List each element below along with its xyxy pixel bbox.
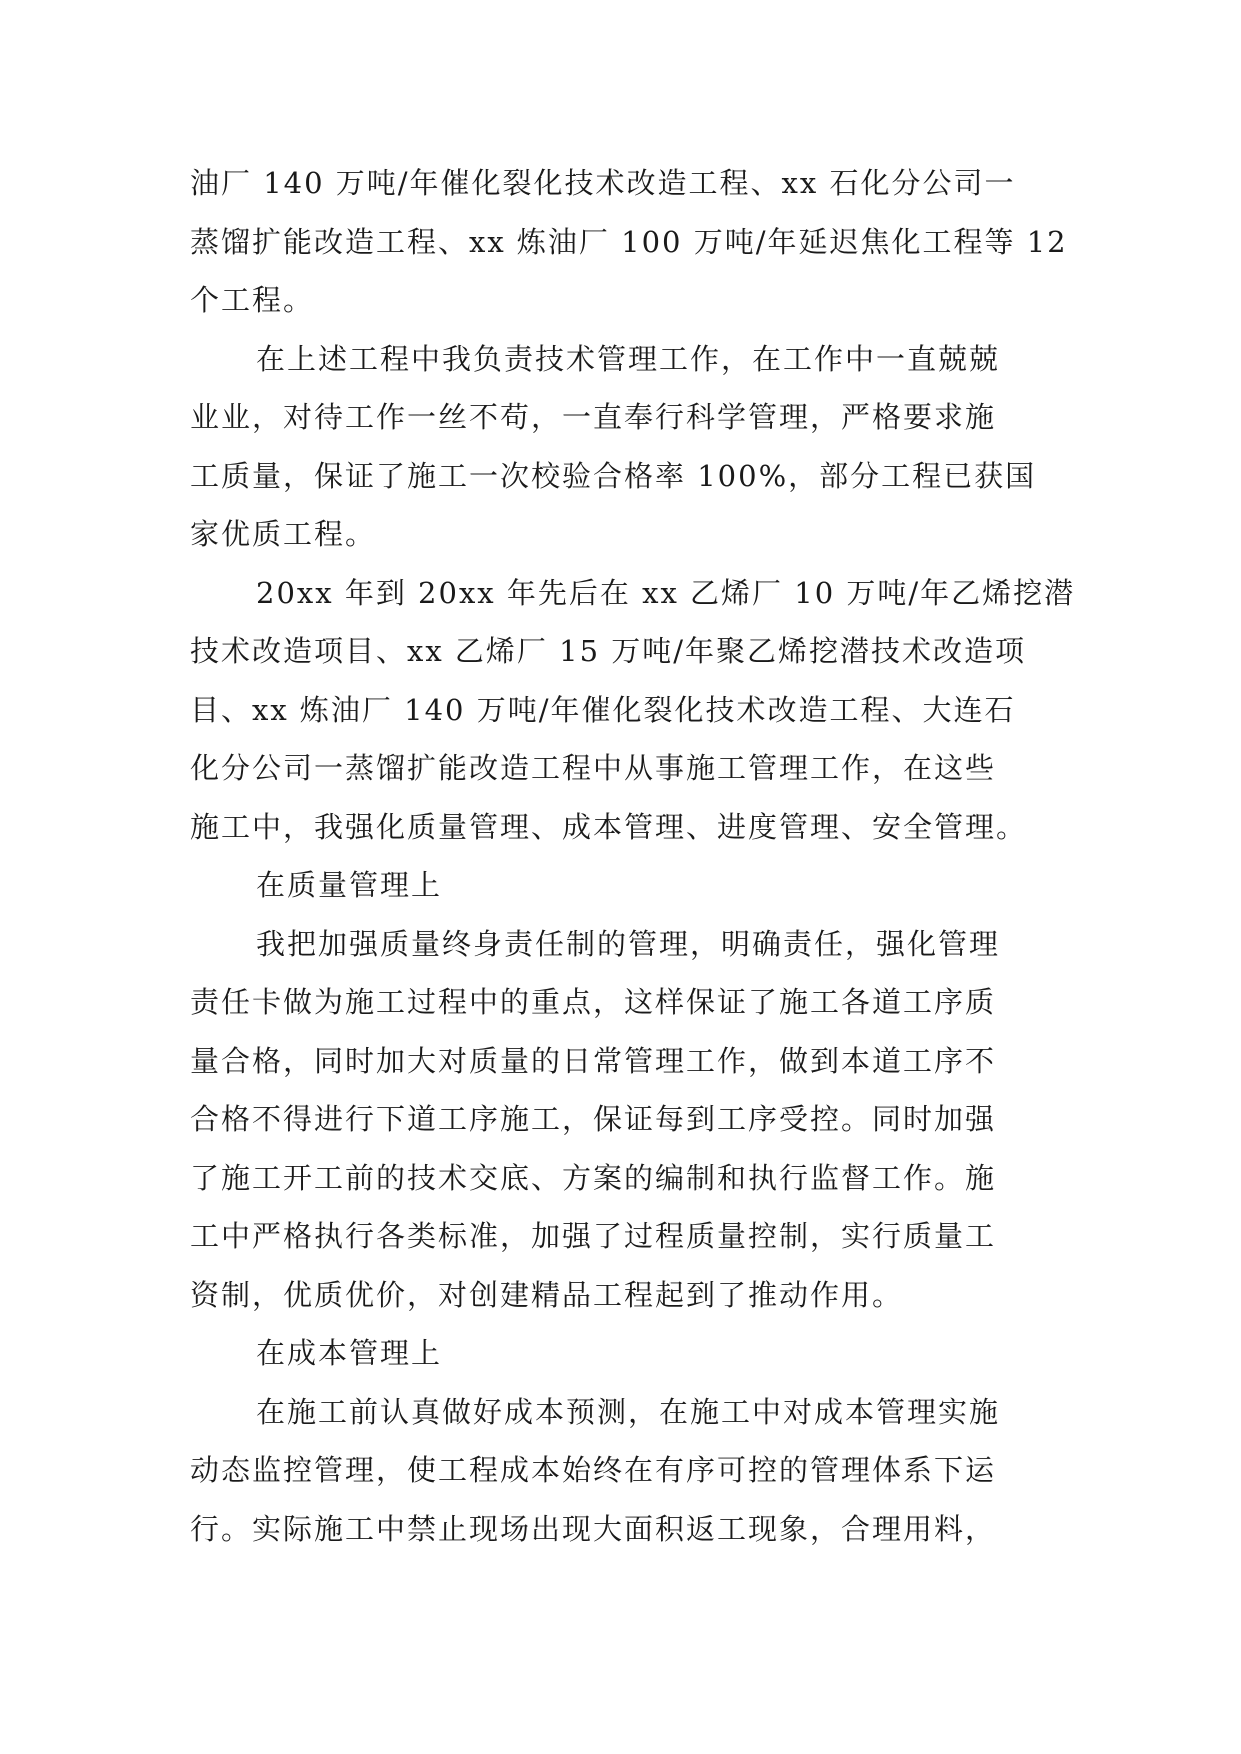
text-line: 施工中，我强化质量管理、成本管理、进度管理、安全管理。	[190, 809, 1028, 844]
text-line: 合格不得进行下道工序施工，保证每到工序受控。同时加强	[190, 1102, 997, 1136]
text-line: 化分公司一蒸馏扩能改造工程中从事施工管理工作，在这些	[190, 751, 997, 785]
text-line: 个工程。	[190, 283, 315, 317]
text-line: 工质量，保证了施工一次校验合格率 100%，部分工程已获国	[190, 458, 1037, 493]
text-line: 在上述工程中我负责技术管理工作，在工作中一直兢兢	[256, 341, 1001, 376]
text-line: 20xx 年到 20xx 年先后在 xx 乙烯厂 10 万吨/年乙烯挖潜	[256, 575, 1076, 610]
text-line: 资制，优质优价，对创建精品工程起到了推动作用。	[190, 1277, 904, 1312]
text-line: 业业，对待工作一丝不苟，一直奉行科学管理，严格要求施	[190, 400, 997, 434]
text-line: 油厂 140 万吨/年催化裂化技术改造工程、xx 石化分公司一	[190, 166, 1016, 200]
text-line: 家优质工程。	[190, 517, 377, 551]
text-line: 目、xx 炼油厂 140 万吨/年催化裂化技术改造工程、大连石	[190, 692, 1016, 727]
text-line: 了施工开工前的技术交底、方案的编制和执行监督工作。施	[190, 1160, 997, 1195]
text-line: 行。实际施工中禁止现场出现大面积返工现象，合理用料，	[190, 1511, 997, 1546]
document-body	[190, 154, 1076, 1558]
text-line: 责任卡做为施工过程中的重点，这样保证了施工各道工序质	[190, 985, 997, 1019]
text-line: 我把加强质量终身责任制的管理，明确责任，强化管理	[256, 926, 1001, 961]
text-line: 技术改造项目、xx 乙烯厂 15 万吨/年聚乙烯挖潜技术改造项	[190, 634, 1027, 668]
text-line: 量合格，同时加大对质量的日常管理工作，做到本道工序不	[190, 1043, 997, 1078]
text-line: 在施工前认真做好成本预测，在施工中对成本管理实施	[256, 1394, 1001, 1429]
text-line: 蒸馏扩能改造工程、xx 炼油厂 100 万吨/年延迟焦化工程等 12	[190, 224, 1068, 259]
section-heading: 在质量管理上	[256, 868, 443, 902]
text-line: 工中严格执行各类标准，加强了过程质量控制，实行质量工	[190, 1219, 997, 1253]
text-line: 动态监控管理，使工程成本始终在有序可控的管理体系下运	[190, 1453, 997, 1487]
section-heading: 在成本管理上	[256, 1336, 443, 1370]
